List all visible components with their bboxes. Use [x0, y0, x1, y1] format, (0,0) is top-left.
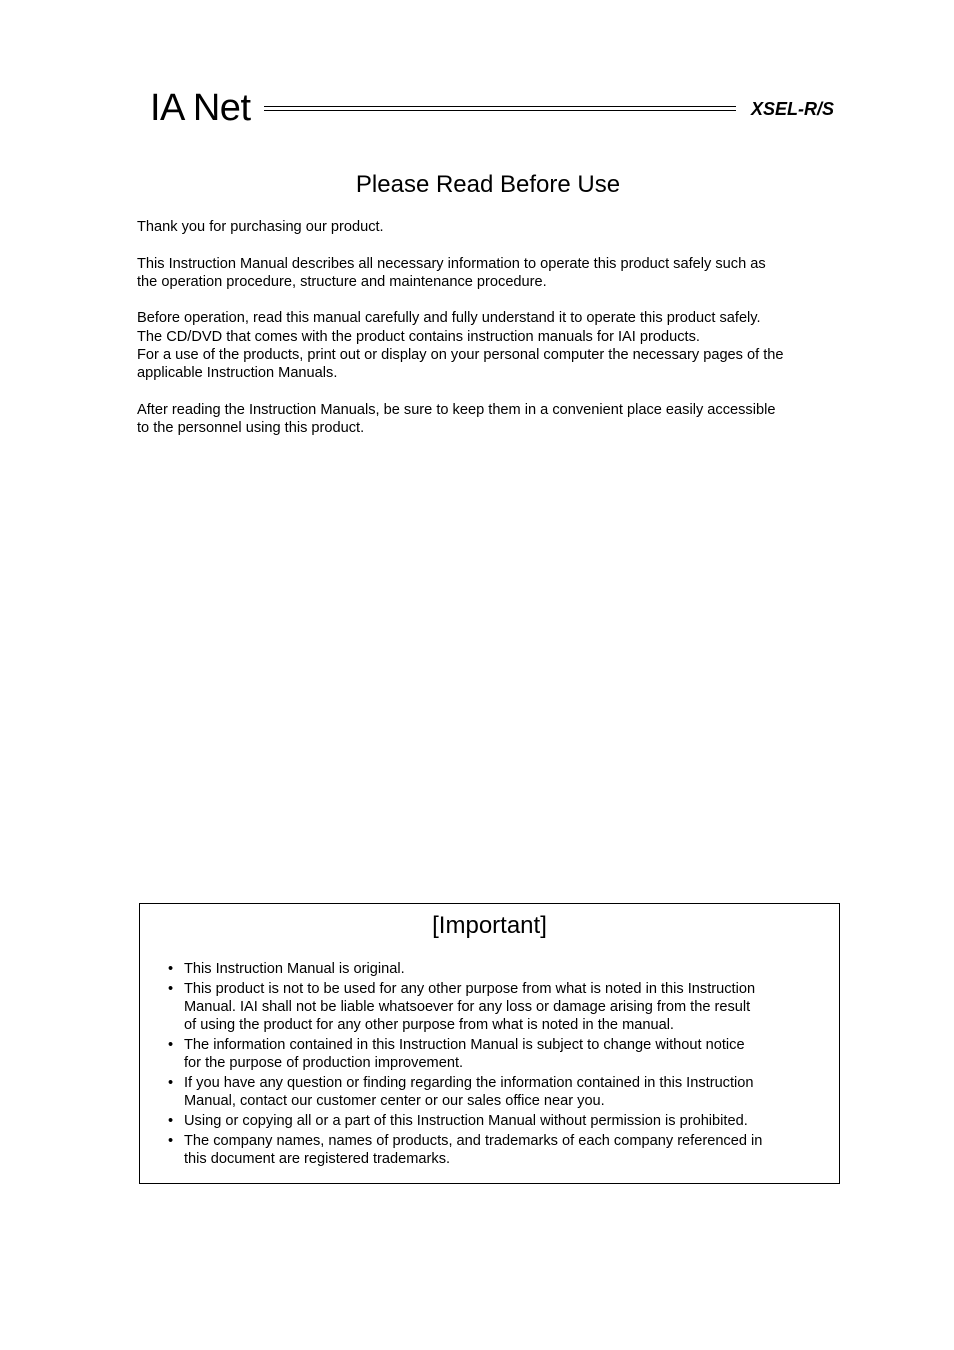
text-line: to the personnel using this product. — [137, 420, 365, 437]
text-line: Before operation, read this manual carefully and fully understand it to operate this product safely. — [137, 310, 761, 327]
intro-text — [137, 218, 857, 456]
page-header — [150, 84, 834, 132]
bullet-icon: • — [168, 961, 174, 977]
bullet-icon: • — [168, 1113, 174, 1129]
intro-paragraph-4 — [137, 401, 857, 438]
text-line: The company names, names of products, and trademarks of each company referenced in — [184, 1132, 763, 1149]
bullet-icon: • — [168, 980, 174, 997]
intro-paragraph-1 — [137, 218, 857, 236]
bullet-icon: • — [168, 1132, 174, 1149]
important-item — [168, 1112, 828, 1130]
text-line: for the purpose of production improvement. — [184, 1055, 464, 1072]
text-line: applicable Instruction Manuals. — [137, 365, 338, 382]
text-line: If you have any question or finding regarding the information contained in this Instruction — [184, 1075, 754, 1091]
text-line: This Instruction Manual describes all necessary information to operate this product safely such as — [137, 255, 766, 272]
important-item — [168, 980, 828, 1035]
text-line: Thank you for purchasing our product. — [137, 219, 384, 235]
brand-title: IA Net — [150, 87, 251, 129]
important-item — [168, 1036, 828, 1072]
text-line: Using or copying all or a part of this Instruction Manual without permission is prohibited. — [184, 1113, 748, 1129]
important-item — [168, 1132, 828, 1168]
intro-paragraph-2 — [137, 255, 857, 292]
text-line: This Instruction Manual is original. — [184, 961, 405, 977]
important-title: [Important] — [432, 912, 547, 939]
text-line: After reading the Instruction Manuals, be sure to keep them in a convenient place easily accessible — [137, 401, 776, 418]
important-notice-box — [139, 903, 840, 1184]
important-list — [168, 960, 828, 1170]
text-line: The information contained in this Instruction Manual is subject to change without notice — [184, 1037, 745, 1053]
bullet-icon: • — [168, 1075, 174, 1091]
page-title: Please Read Before Use — [355, 171, 621, 198]
important-item — [168, 1074, 828, 1110]
text-line: Manual. IAI shall not be liable whatsoever for any loss or damage arising from the result — [184, 999, 751, 1015]
bullet-icon: • — [168, 1037, 174, 1053]
intro-paragraph-3 — [137, 309, 857, 382]
text-line: This product is not to be used for any other purpose from what is noted in this Instruction — [184, 980, 756, 997]
important-item — [168, 960, 828, 978]
text-line: Manual, contact our customer center or our sales office near you. — [184, 1093, 605, 1110]
text-line: this document are registered trademarks. — [184, 1151, 451, 1167]
text-line: the operation procedure, structure and maintenance procedure. — [137, 273, 547, 290]
text-line: of using the product for any other purpose from what is noted in the manual. — [184, 1017, 674, 1034]
model-name: XSEL-R/S — [750, 99, 834, 119]
text-line: The CD/DVD that comes with the product contains instruction manuals for IAI products. — [137, 328, 700, 345]
header-double-rule — [264, 106, 736, 111]
text-line: For a use of the products, print out or display on your personal computer the necessary pages of the — [137, 347, 784, 364]
